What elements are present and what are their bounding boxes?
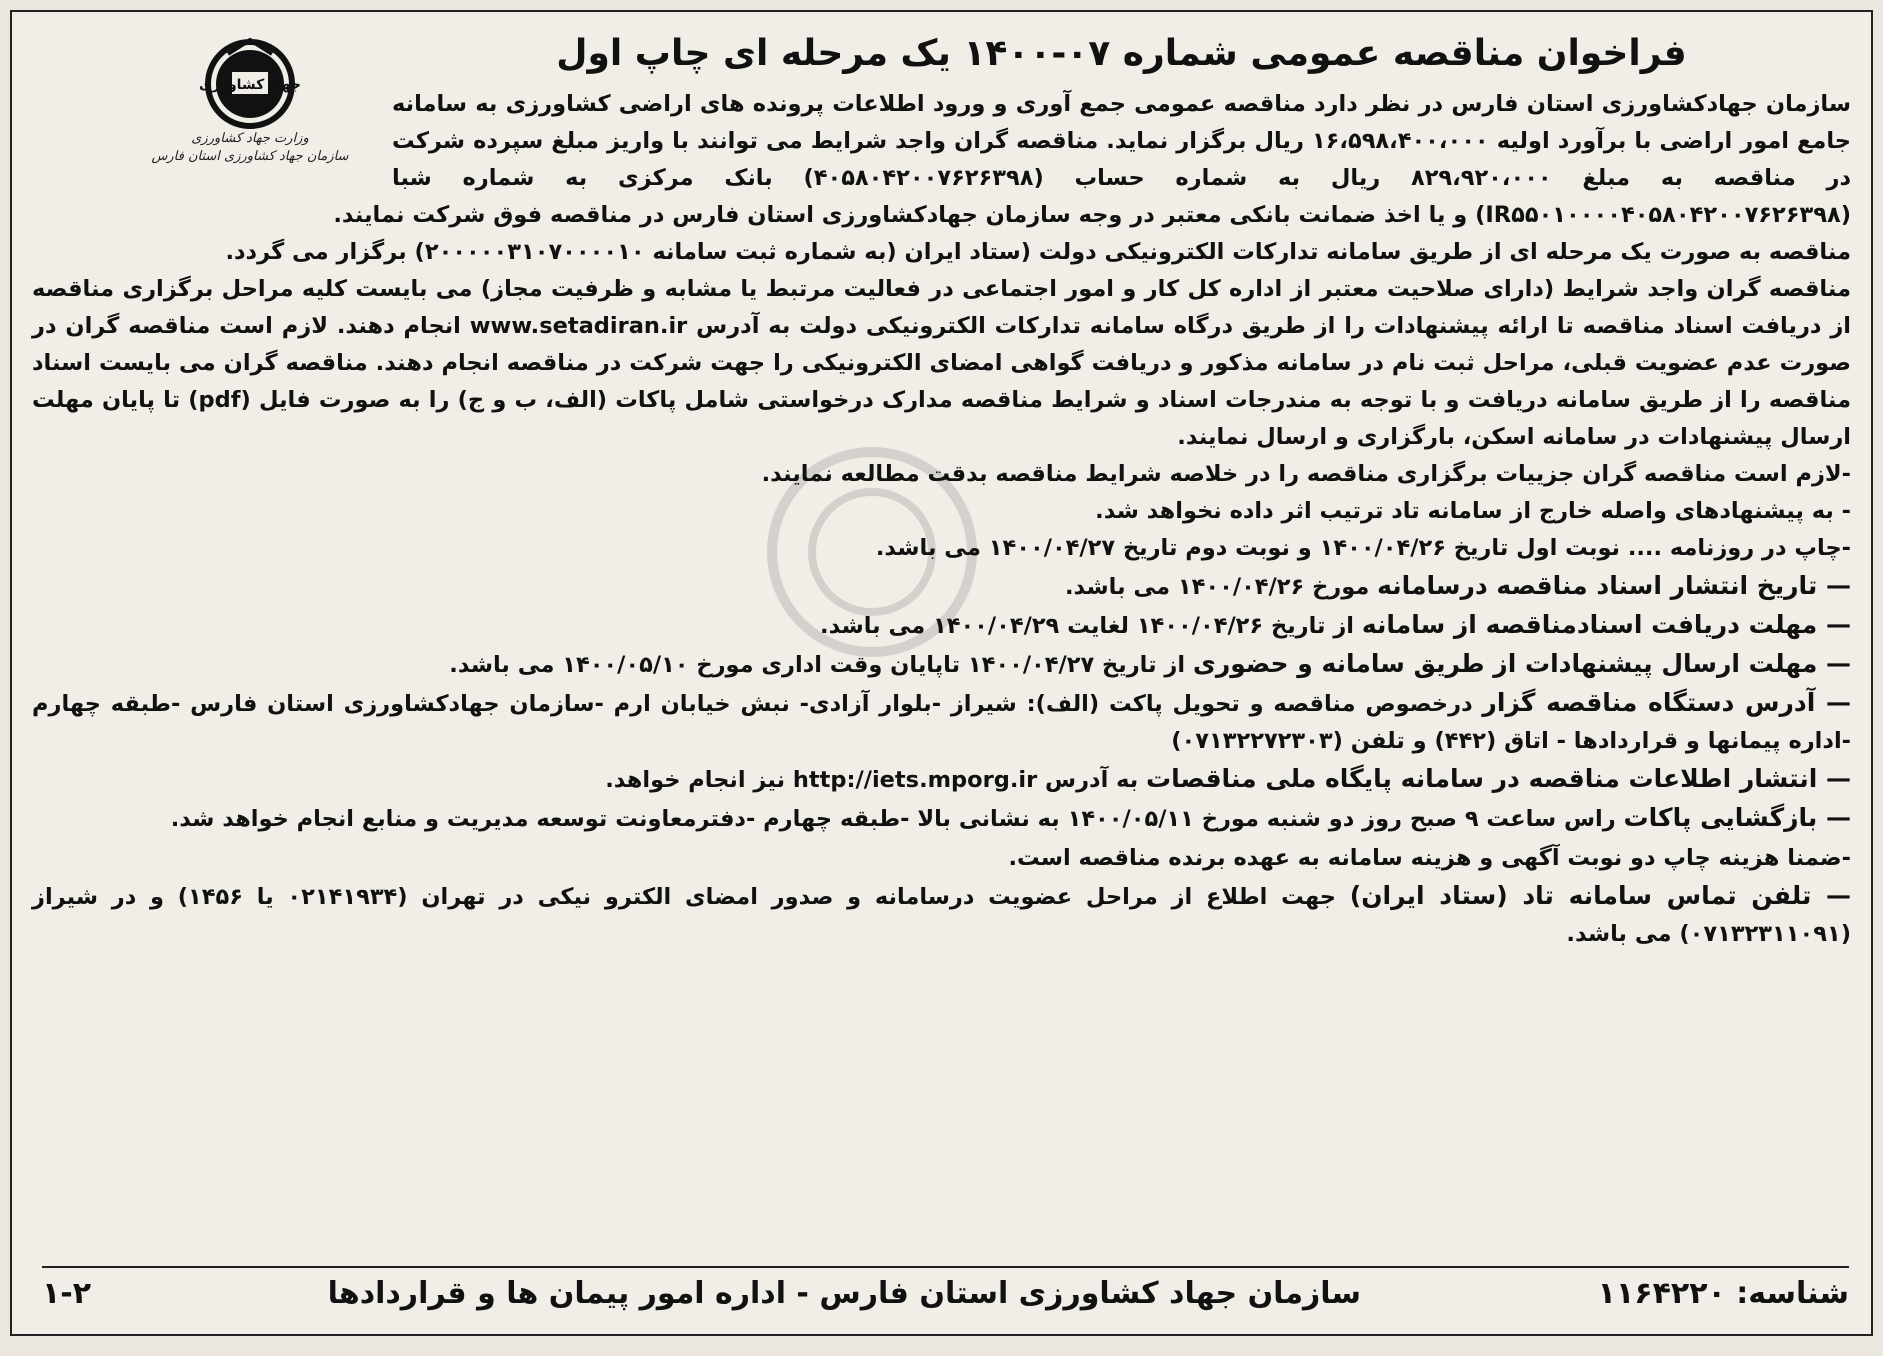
paragraph-print-dates: -چاپ در روزنامه .... نوبت اول تاریخ ۱۴۰۰/۰۴/۲۶ و نوبت دوم تاریخ ۱۴۰۰/۰۴/۲۷ می باشد. — [875, 535, 1851, 561]
item-text: درخصوص مناقصه و تحویل پاکت (الف): شیراز -بلوار آزادی- نبش خیابان ارم -سازمان جهادکشاورزی استان فارس -طبقه چهارم -اداره پیمانها و قراردادها - اتاق (۴۴۲) و تلفن (۰۷۱۳۲۲۷۲۳۰۳) — [32, 691, 1851, 754]
item-contact-phone — [32, 877, 1851, 953]
item-costs — [32, 838, 1851, 877]
notice-footer — [42, 1266, 1849, 1318]
notice-title: فراخوان مناقصه عمومی شماره ۰۷-۱۴۰۰ یک مرحله ای چاپ اول — [556, 33, 1687, 74]
item-label: — تاریخ انتشار اسناد مناقصه درسامانه — [1377, 571, 1851, 600]
item-publish-date — [32, 567, 1851, 606]
item-opening — [32, 799, 1851, 838]
item-text: از تاریخ ۱۴۰۰/۰۴/۲۶ لغایت ۱۴۰۰/۰۴/۲۹ می باشد. — [820, 613, 1362, 639]
paragraph-details: -لازم است مناقصه گران جزییات برگزاری مناقصه را در خلاصه شرایط مناقصه بدقت مطالعه نمایند. — [761, 461, 1851, 487]
item-label: — آدرس دستگاه مناقصه گزار — [1482, 688, 1851, 717]
organization-name: سازمان جهاد کشاورزی استان فارس — [151, 149, 349, 164]
notice-id: شناسه: ۱۱۶۴۲۲۰ — [1597, 1275, 1849, 1311]
item-text: از تاریخ ۱۴۰۰/۰۴/۲۷ تاپایان وقت اداری مورخ ۱۴۰۰/۰۵/۱۰ می باشد. — [449, 652, 1193, 678]
item-text: جهت اطلاع از مراحل عضویت درسامانه و صدور امضای الکترو نیکی در تهران (۰۲۱۴۱۹۳۴ یا ۱۴۵۶) و در شیراز (۰۷۱۳۲۳۱۱۰۹۱) می باشد. — [32, 884, 1851, 947]
footer-organization: سازمان جهاد کشاورزی استان فارس - اداره امور پیمان ها و قراردادها — [327, 1275, 1362, 1311]
emblem-text: جهاد کشاورزی — [199, 77, 301, 93]
item-label: — انتشار اطلاعات مناقصه در سامانه پایگاه ملی مناقصات — [1146, 764, 1851, 793]
paragraph-method: مناقصه به صورت یک مرحله ای از طریق سامانه تدارکات الکترونیکی دولت (ستاد ایران (به شماره ثبت سامانه ۲۰۰۰۰۰۳۱۰۷۰۰۰۰۱۰) برگزار می گردد. — [225, 239, 1851, 265]
item-text: -ضمنا هزینه چاپ دو نوبت آگهی و هزینه سامانه به عهده برنده مناقصه است. — [1008, 845, 1851, 871]
paragraph-requirements: مناقصه گران واجد شرایط (دارای صلاحیت معتبر از اداره کل کار و امور اجتماعی در فعالیت مرتبط یا مشابه و ظرفیت مجاز) می بایست کلیه مراحل برگزاری مناقصه از دریافت اسناد مناقصه تا ارائه پیشنهادات را از طریق درگاه سامانه تدارکات الکترونیکی دولت به آدرس www.setadiran.ir انجام دهند. لازم است مناقصه گران در صورت عدم عضویت قبلی، مراحل ثبت نام در سامانه مذکور و دریافت گواهی امضای الکترونیکی را جهت شرکت در مناقصه انجام دهند. مناقصه گران می بایست اسناد مناقصه را از طریق سامانه دریافت و با توجه به مندرجات اسناد و شرایط مناقصه مدارک درخواستی شامل پاکات (الف، ب و ج) را به صورت فایل (pdf) تا پایان مهلت ارسال پیشنهادات در سامانه اسکن، بارگزاری و ارسال نمایند. — [32, 276, 1852, 450]
ministry-name: وزارت جهاد کشاورزی — [191, 131, 309, 146]
tender-notice — [10, 10, 1873, 1336]
item-doc-deadline — [32, 606, 1851, 645]
item-bid-deadline — [32, 645, 1851, 684]
notice-body — [32, 86, 1851, 953]
item-label: — تلفن تماس سامانه تاد (ستاد ایران) — [1349, 881, 1851, 910]
item-address — [32, 684, 1851, 760]
item-text: به آدرس http://iets.mporg.ir نیز انجام خواهد. — [605, 767, 1147, 793]
paragraph-offline-bids: - به پیشنهادهای واصله خارج از سامانه تاد ترتیب اثر داده نخواهد شد. — [1095, 498, 1851, 524]
item-label: — مهلت ارسال پیشنهادات از طریق سامانه و حضوری — [1192, 649, 1851, 678]
item-national-portal — [32, 760, 1851, 799]
page-number: ۱-۲ — [42, 1275, 92, 1311]
logo-spacer — [32, 86, 392, 196]
item-label: — بازگشایی پاکات — [1623, 803, 1851, 832]
item-label: — مهلت دریافت اسنادمناقصه از سامانه — [1361, 610, 1851, 639]
item-text: مورخ ۱۴۰۰/۰۴/۲۶ می باشد. — [1064, 574, 1378, 600]
item-text: راس ساعت ۹ صبح روز دو شنبه مورخ ۱۴۰۰/۰۵/۱۱ به نشانی بالا -طبقه چهارم -دفترمعاونت توسعه مدیریت و منابع انجام خواهد شد. — [170, 806, 1624, 832]
paragraph-intro: سازمان جهادکشاورزی استان فارس در نظر دارد مناقصه عمومی جمع آوری و ورود اطلاعات پرونده های اراضی کشاورزی به سامانه جامع امور اراضی با برآورد اولیه ۱۶،۵۹۸،۴۰۰،۰۰۰ ریال برگزار نماید. مناقصه گران واجد شرایط می توانند با واریز مبلغ سپرده شرکت در مناقصه به مبلغ ۸۲۹،۹۲۰،۰۰۰ ریال به شماره حساب (۴۰۵۸۰۴۲۰۰۷۶۲۶۳۹۸) بانک مرکزی به شماره شبا (IR۵۵۰۱۰۰۰۰۴۰۵۸۰۴۲۰۰۷۶۲۶۳۹۸) و یا اخذ ضمانت بانکی معتبر در وجه سازمان جهادکشاورزی استان فارس در مناقصه فوق شرکت نمایند. — [333, 91, 1851, 228]
